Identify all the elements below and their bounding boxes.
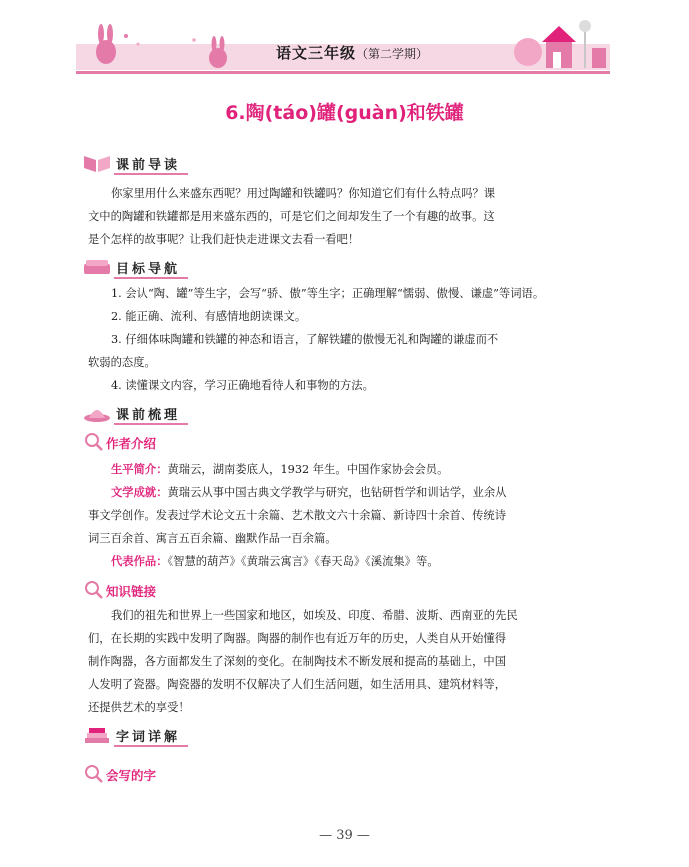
magnifier-icon xyxy=(84,432,104,452)
bio-text: 黄瑞云，湖南娄底人，1932 年生。中国作家协会会员。 xyxy=(167,463,449,476)
magnifier-icon xyxy=(84,764,104,784)
book-icon xyxy=(82,152,112,174)
header-title: 语文三年级（第二学期） xyxy=(276,44,429,62)
subsection-knowledge-label: 知识链接 xyxy=(106,584,157,599)
section-underline xyxy=(114,423,188,425)
page-number: — 39 — xyxy=(319,828,370,843)
knowledge-paragraph xyxy=(88,604,608,719)
goal-item: 2. 能正确、流利、有感情地朗读课文。 xyxy=(111,310,307,323)
knowledge-line: 制作陶器，各方面都发生了深刻的变化。在制陶技术不断发展和提高的基础上，中国 xyxy=(88,655,506,668)
works-line: 事文学创作。发表过学术论文五十余篇、艺术散文六十余篇、新诗四十余首、传统诗 xyxy=(88,509,506,522)
rep-text: 《智慧的葫芦》《黄瑞云寓言》《春天岛》《溪流集》等。 xyxy=(167,555,439,568)
knowledge-line: 人发明了瓷器。陶瓷器的发明不仅解决了人们生活问题，如生活用具、建筑材料等， xyxy=(88,678,506,691)
magnifier-icon xyxy=(84,580,104,600)
goal-item: 软弱的态度。 xyxy=(88,356,156,369)
section-vocab-label: 字词详解 xyxy=(116,730,181,745)
goals-list xyxy=(88,282,608,397)
section-underline xyxy=(114,277,188,279)
section-preview-label: 课前导读 xyxy=(116,158,181,173)
works-label: 文学成就： xyxy=(111,486,168,499)
open-book-icon xyxy=(82,256,112,278)
subsection-writing-label: 会写的字 xyxy=(106,768,157,783)
knowledge-line: 还提供艺术的享受！ xyxy=(88,701,190,714)
works-text: 黄瑞云从事中国古典文学教学与研究，也钻研哲学和训诂学，业余从 xyxy=(167,486,507,499)
author-works xyxy=(88,481,608,504)
rep-label: 代表作品： xyxy=(111,555,168,568)
goal-item: 1. 会认“陶、罐”等生字，会写“骄、傲”等生字；正确理解“懦弱、傲慢、谦虚”等词语。 xyxy=(111,287,545,300)
goal-item: 4. 读懂课文内容，学习正确地看待人和事物的方法。 xyxy=(111,379,374,392)
preview-line: 你家里用什么来盛东西呢？用过陶罐和铁罐吗？你知道它们有什么特点吗？课 xyxy=(111,187,496,200)
preview-line: 文中的陶罐和铁罐都是用来盛东西的，可是它们之间却发生了一个有趣的故事。这 xyxy=(88,210,495,223)
subsection-author-label: 作者介绍 xyxy=(106,436,157,451)
bio-label: 生平简介： xyxy=(111,463,168,476)
goal-item: 3. 仔细体味陶罐和铁罐的神态和语言，了解铁罐的傲慢无礼和陶罐的谦虚而不 xyxy=(111,333,499,346)
section-underline xyxy=(114,745,188,747)
section-underline xyxy=(114,173,188,175)
section-review-label: 课前梳理 xyxy=(116,408,181,423)
hat-icon xyxy=(82,402,112,424)
author-bio xyxy=(88,458,608,481)
house-decoration-icon xyxy=(506,18,610,74)
preview-line: 是个怎样的故事呢？让我们赶快走进课文去看一看吧！ xyxy=(88,233,360,246)
works-line: 词三百余首、寓言五百余篇、幽默作品一百余篇。 xyxy=(88,532,337,545)
page-header xyxy=(76,18,610,76)
rabbit-decoration-icon xyxy=(86,22,236,76)
knowledge-line: 我们的祖先和世界上一些国家和地区，如埃及、印度、希腊、波斯、西南亚的先民 xyxy=(111,609,518,622)
lesson-title: 6.陶(táo)罐(guàn)和铁罐 xyxy=(225,102,464,124)
author-representative xyxy=(88,550,608,573)
knowledge-line: 们，在长期的实践中发明了陶器。陶器的制作也有近万年的历史，人类自从开始懂得 xyxy=(88,632,506,645)
author-paragraph xyxy=(88,458,608,573)
preview-paragraph xyxy=(88,182,608,251)
books-stack-icon xyxy=(82,724,112,746)
section-goals-label: 目标导航 xyxy=(116,262,181,277)
